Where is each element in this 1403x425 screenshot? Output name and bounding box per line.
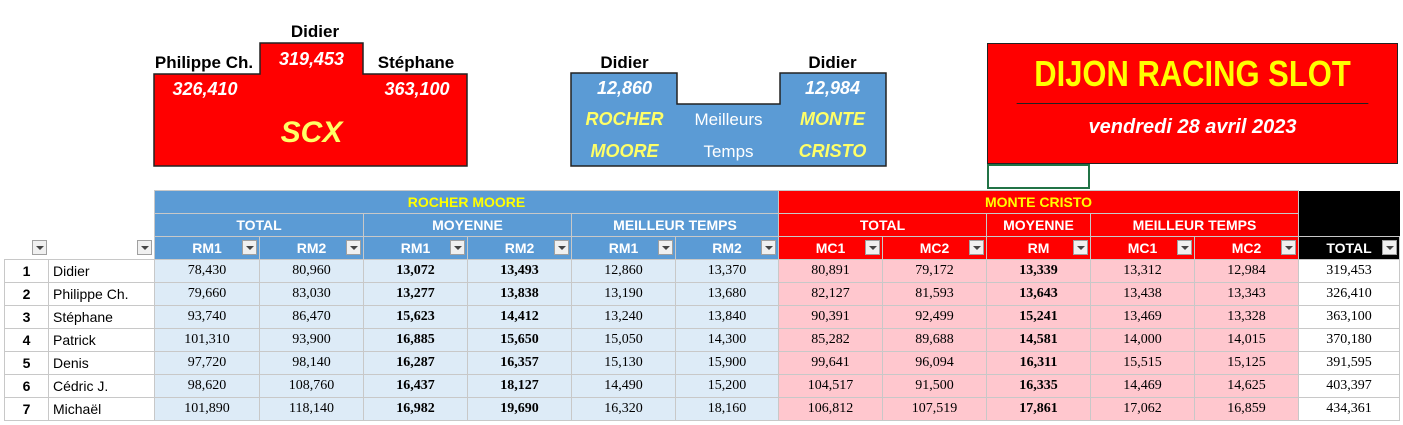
event-box xyxy=(987,43,1398,164)
cell-t-rm1[interactable]: 101,310 xyxy=(155,329,260,352)
cell-t-mc2[interactable]: 89,688 xyxy=(883,329,987,352)
cell-m-rm[interactable]: 13,643 xyxy=(987,283,1091,306)
filter-dropdown-icon[interactable] xyxy=(865,240,880,255)
cell-t-rm1[interactable]: 101,890 xyxy=(155,398,260,421)
cell-total[interactable]: 434,361 xyxy=(1299,398,1400,421)
cell-t-rm1[interactable]: 78,430 xyxy=(155,260,260,283)
cell-b-mc1[interactable]: 17,062 xyxy=(1091,398,1195,421)
cell-rank[interactable]: 2 xyxy=(5,283,49,306)
cell-b-mc2[interactable]: 13,343 xyxy=(1195,283,1299,306)
group-rocher-moore: ROCHER MOORE xyxy=(155,191,779,214)
cell-t-mc2[interactable]: 91,500 xyxy=(883,375,987,398)
cell-t-mc1[interactable]: 85,282 xyxy=(779,329,883,352)
cell-total[interactable]: 370,180 xyxy=(1299,329,1400,352)
track1-line2: MOORE xyxy=(590,141,659,161)
cell-b-rm2[interactable]: 15,200 xyxy=(676,375,779,398)
cell-t-mc2[interactable]: 92,499 xyxy=(883,306,987,329)
cell-rank[interactable]: 5 xyxy=(5,352,49,375)
cell-b-mc2[interactable]: 12,984 xyxy=(1195,260,1299,283)
podium-third-name: Stéphane xyxy=(377,53,455,72)
cell-rank[interactable]: 4 xyxy=(5,329,49,352)
cell-m-rm1[interactable]: 16,437 xyxy=(364,375,468,398)
filter-dropdown-icon[interactable] xyxy=(242,240,257,255)
cell-m-rm2[interactable]: 13,493 xyxy=(468,260,572,283)
group-monte-cristo: MONTE CRISTO xyxy=(779,191,1299,214)
cell-t-mc2[interactable]: 79,172 xyxy=(883,260,987,283)
cell-m-rm[interactable]: 15,241 xyxy=(987,306,1091,329)
cell-b-rm2[interactable]: 13,680 xyxy=(676,283,779,306)
cell-b-rm1[interactable]: 13,240 xyxy=(572,306,676,329)
cell-b-mc2[interactable]: 14,625 xyxy=(1195,375,1299,398)
col-header-rm1: RM1 xyxy=(192,240,222,256)
cell-name[interactable]: Patrick xyxy=(49,329,155,352)
col-header-rm2: RM2 xyxy=(504,240,535,256)
podium-second-value: 326,410 xyxy=(172,79,238,99)
cell-t-mc1[interactable]: 99,641 xyxy=(779,352,883,375)
col-header-mc1: MC1 xyxy=(1127,240,1158,256)
filter-dropdown-icon[interactable] xyxy=(554,240,569,255)
monte-meilleur-header: MEILLEUR TEMPS xyxy=(1091,214,1299,237)
cell-t-rm2[interactable]: 108,760 xyxy=(260,375,364,398)
cell-b-rm2[interactable]: 13,370 xyxy=(676,260,779,283)
col-header-mc1: MC1 xyxy=(815,240,846,256)
cell-m-rm1[interactable]: 13,072 xyxy=(364,260,468,283)
cell-t-mc2[interactable]: 81,593 xyxy=(883,283,987,306)
cell-t-rm2[interactable]: 98,140 xyxy=(260,352,364,375)
col-header-rm: RM xyxy=(1027,240,1050,256)
col-header-rm1: RM1 xyxy=(608,240,639,256)
cell-name[interactable]: Stéphane xyxy=(49,306,155,329)
cell-name[interactable]: Michaël xyxy=(49,398,155,421)
cell-m-rm2[interactable]: 14,412 xyxy=(468,306,572,329)
filter-dropdown-icon[interactable] xyxy=(1073,240,1088,255)
cell-rank[interactable]: 3 xyxy=(5,306,49,329)
cell-b-rm2[interactable]: 13,840 xyxy=(676,306,779,329)
cell-t-rm1[interactable]: 97,720 xyxy=(155,352,260,375)
cell-m-rm[interactable]: 14,581 xyxy=(987,329,1091,352)
cell-m-rm2[interactable]: 13,838 xyxy=(468,283,572,306)
cell-m-rm1[interactable]: 13,277 xyxy=(364,283,468,306)
cell-name[interactable]: Denis xyxy=(49,352,155,375)
filter-dropdown-icon[interactable] xyxy=(658,240,673,255)
cell-t-mc1[interactable]: 80,891 xyxy=(779,260,883,283)
cell-b-mc1[interactable]: 13,312 xyxy=(1091,260,1195,283)
cell-t-mc1[interactable]: 90,391 xyxy=(779,306,883,329)
cell-name[interactable]: Philippe Ch. xyxy=(49,283,155,306)
cell-rank[interactable]: 1 xyxy=(5,260,49,283)
best-left-name: Didier xyxy=(600,53,649,72)
cell-total[interactable]: 403,397 xyxy=(1299,375,1400,398)
cell-name[interactable]: Didier xyxy=(49,260,155,283)
cell-m-rm2[interactable]: 19,690 xyxy=(468,398,572,421)
col-header-rm2: RM2 xyxy=(712,240,742,256)
table-row xyxy=(5,352,1400,375)
cell-t-rm2[interactable]: 80,960 xyxy=(260,260,364,283)
cell-b-mc2[interactable]: 15,125 xyxy=(1195,352,1299,375)
cell-b-rm1[interactable]: 15,050 xyxy=(572,329,676,352)
monte-total-header: TOTAL xyxy=(779,214,987,237)
cell-rank[interactable]: 6 xyxy=(5,375,49,398)
cell-b-mc1[interactable]: 15,515 xyxy=(1091,352,1195,375)
table-row xyxy=(5,283,1400,306)
filter-dropdown-icon[interactable] xyxy=(1281,240,1296,255)
filter-dropdown-icon[interactable] xyxy=(32,240,47,255)
podium-brand: SCX xyxy=(280,116,343,149)
cell-name[interactable]: Cédric J. xyxy=(49,375,155,398)
filter-dropdown-icon[interactable] xyxy=(450,240,465,255)
cell-t-rm2[interactable]: 118,140 xyxy=(260,398,364,421)
rocher-total-header: TOTAL xyxy=(155,214,364,237)
cell-b-mc2[interactable]: 16,859 xyxy=(1195,398,1299,421)
cell-m-rm2[interactable]: 16,357 xyxy=(468,352,572,375)
cell-b-mc2[interactable]: 13,328 xyxy=(1195,306,1299,329)
col-header-rm1: RM1 xyxy=(400,240,431,256)
cell-t-rm2[interactable]: 93,900 xyxy=(260,329,364,352)
col-header-mc2: MC2 xyxy=(919,240,950,256)
cell-t-rm1[interactable]: 79,660 xyxy=(155,283,260,306)
event-date: vendredi 28 avril 2023 xyxy=(1088,116,1297,138)
col-header-total: TOTAL xyxy=(1326,240,1372,256)
best-right-value: 12,984 xyxy=(804,78,861,98)
podium-first-name: Didier xyxy=(290,22,340,41)
cell-b-rm2[interactable]: 14,300 xyxy=(676,329,779,352)
cell-b-rm1[interactable]: 12,860 xyxy=(572,260,676,283)
track2-line1: MONTE xyxy=(800,109,865,129)
cell-m-rm[interactable]: 13,339 xyxy=(987,260,1091,283)
rocher-meilleur-header: MEILLEUR TEMPS xyxy=(572,214,779,237)
cell-rank[interactable]: 7 xyxy=(5,398,49,421)
filter-dropdown-icon[interactable] xyxy=(1382,240,1397,255)
cell-b-mc1[interactable]: 14,000 xyxy=(1091,329,1195,352)
filter-dropdown-icon[interactable] xyxy=(969,240,984,255)
podium-first-value: 319,453 xyxy=(278,49,345,69)
cell-t-rm1[interactable]: 93,740 xyxy=(155,306,260,329)
best-left-value: 12,860 xyxy=(596,78,653,98)
best-label-line1: Meilleurs xyxy=(694,110,763,129)
cell-m-rm2[interactable]: 15,650 xyxy=(468,329,572,352)
cell-b-mc1[interactable]: 13,469 xyxy=(1091,306,1195,329)
table-row xyxy=(5,398,1400,421)
col-header-mc2: MC2 xyxy=(1231,240,1262,256)
track2-line2: CRISTO xyxy=(798,141,867,161)
best-label-line2: Temps xyxy=(703,142,754,161)
filter-dropdown-icon[interactable] xyxy=(346,240,361,255)
selected-cell[interactable] xyxy=(987,164,1090,189)
cell-m-rm1[interactable]: 16,982 xyxy=(364,398,468,421)
filter-dropdown-icon[interactable] xyxy=(1177,240,1192,255)
filter-dropdown-icon[interactable] xyxy=(761,240,776,255)
cell-m-rm[interactable]: 17,861 xyxy=(987,398,1091,421)
podium-third-value: 363,100 xyxy=(384,79,450,99)
cell-t-mc1[interactable]: 104,517 xyxy=(779,375,883,398)
table-row xyxy=(5,375,1400,398)
col-header-rm2: RM2 xyxy=(296,240,327,256)
cell-b-rm1[interactable]: 13,190 xyxy=(572,283,676,306)
results-table xyxy=(4,190,1400,421)
best-right-name: Didier xyxy=(808,53,857,72)
cell-b-mc2[interactable]: 14,015 xyxy=(1195,329,1299,352)
cell-m-rm1[interactable]: 16,287 xyxy=(364,352,468,375)
cell-total[interactable]: 319,453 xyxy=(1299,260,1400,283)
table-row xyxy=(5,329,1400,352)
cell-b-mc1[interactable]: 14,469 xyxy=(1091,375,1195,398)
filter-dropdown-icon[interactable] xyxy=(137,240,152,255)
cell-m-rm1[interactable]: 15,623 xyxy=(364,306,468,329)
cell-t-rm2[interactable]: 83,030 xyxy=(260,283,364,306)
cell-b-rm1[interactable]: 14,490 xyxy=(572,375,676,398)
event-title: DIJON RACING SLOT xyxy=(1017,44,1369,104)
track1-line1: ROCHER xyxy=(585,109,664,129)
cell-b-rm2[interactable]: 18,160 xyxy=(676,398,779,421)
cell-m-rm1[interactable]: 16,885 xyxy=(364,329,468,352)
cell-t-rm2[interactable]: 86,470 xyxy=(260,306,364,329)
cell-b-rm2[interactable]: 15,900 xyxy=(676,352,779,375)
podium-second-name: Philippe Ch. xyxy=(154,53,254,72)
cell-total[interactable]: 363,100 xyxy=(1299,306,1400,329)
cell-total[interactable]: 391,595 xyxy=(1299,352,1400,375)
cell-total[interactable]: 326,410 xyxy=(1299,283,1400,306)
rocher-moyenne-header: MOYENNE xyxy=(364,214,572,237)
cell-t-rm1[interactable]: 98,620 xyxy=(155,375,260,398)
table-row xyxy=(5,306,1400,329)
monte-moyenne-header: MOYENNE xyxy=(987,214,1091,237)
cell-t-mc2[interactable]: 107,519 xyxy=(883,398,987,421)
cell-t-mc1[interactable]: 106,812 xyxy=(779,398,883,421)
cell-m-rm[interactable]: 16,335 xyxy=(987,375,1091,398)
table-row xyxy=(5,260,1400,283)
cell-b-rm1[interactable]: 15,130 xyxy=(572,352,676,375)
cell-t-mc1[interactable]: 82,127 xyxy=(779,283,883,306)
cell-m-rm2[interactable]: 18,127 xyxy=(468,375,572,398)
cell-b-mc1[interactable]: 13,438 xyxy=(1091,283,1195,306)
cell-t-mc2[interactable]: 96,094 xyxy=(883,352,987,375)
cell-m-rm[interactable]: 16,311 xyxy=(987,352,1091,375)
cell-b-rm1[interactable]: 16,320 xyxy=(572,398,676,421)
